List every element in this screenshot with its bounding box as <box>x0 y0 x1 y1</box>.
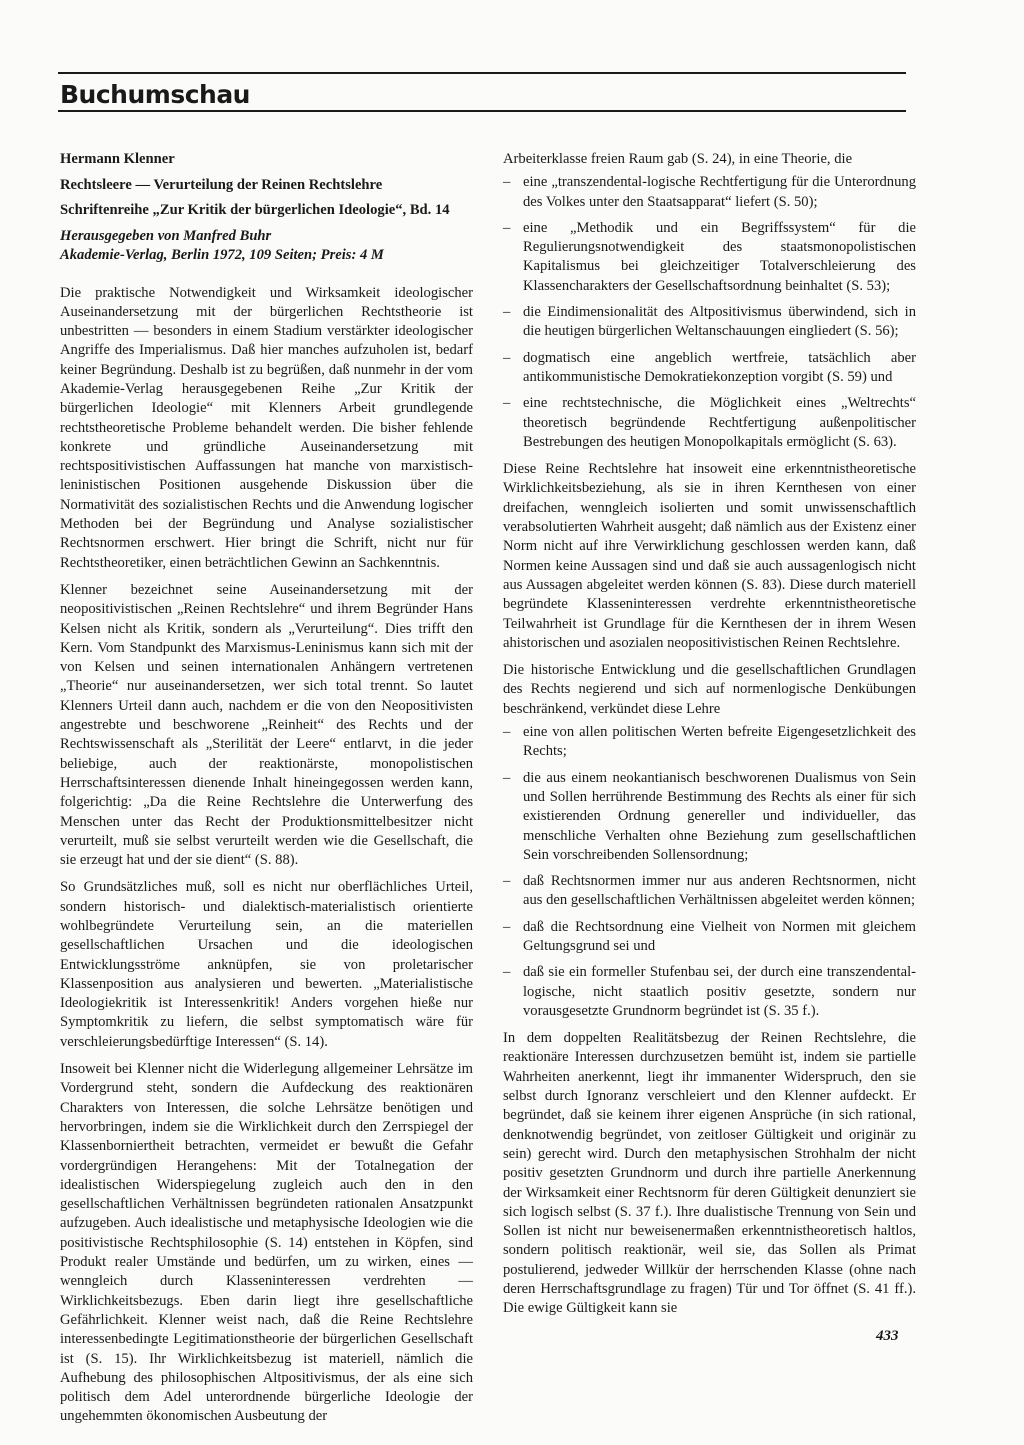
body-paragraph: In dem doppelten Realitätsbezug der Reinen Rechtslehre, die reaktionäre Interessen durchzusetzen bemüht ist, indem sie partielle Wahrheiten anerkennt, liegt ihr immanenter Widerspruch, den sie selbst durch Ignoranz verschleiert und den Klenner aufdeckt. Er begründet, daß sie keinem ihrer eigenen Ansprüche (in sich rational, denknotwendig begründet, von zeitloser Gültigkeit und originär zu sein) gerecht wird. Durch den metaphysischen Strohhalm der nicht positiv gesetzten Grundnorm und durch ihre partielle Anerkennung der Wirksamkeit einer Rechtsnorm für deren Gültigkeit denunziert sie sich logisch selbst (S. 37 f.). Ihre dualistische Trennung von Sein und Sollen ist nicht nur beweisenermaßen erkenntnistheoretisch haltlos, sondern politisch reaktionär, weil sie, das Sollen als Primat postulierend, jedweder Willkür der herrschenden Klasse (ohne nach deren Herrschaftsgrundlage zu fragen) Tür und Tor öffnet (S. 41 ff.). Die ewige Gültigkeit kann sie <box>503 1030 916 1317</box>
list-item: – daß Rechtsnormen immer nur aus anderen Rechtsnormen, nicht aus den gesellschaftlichen Verhältnissen abgeleitet werden können; <box>503 872 916 911</box>
body-paragraph: Klenner bezeichnet seine Auseinandersetzung mit der neopositivistischen „Reinen Rechtslehre“ und ihrem Begründer Hans Kelsen nicht als Kritik, sondern als „Verurteilung“. Dies trifft den Kern. Vom Standpunkt des Marxismus-Leninismus kann sich mit der von Kelsen und seinen internationalen Anhängern vertretenen „Theorie“ nur auseinandersetzen, wer sich total trennt. So lautet Klenners Urteil dann auch, nachdem er die von den Neopositivisten angestrebte und beschworene „Reinheit“ des Rechts und der Rechtswissenschaft als „Sterilität der Leere“ entlarvt, in die jeder beliebige, auch der reaktionärste, monopolistischen Herrschaftsinteressen dienende Inhalt hineingegossen werden kann, folgerichtig: „Da die Reine Rechtslehre die Unterwerfung des Menschen unter das Recht der Produktionsmittelbesitzer nicht verurteilt, muß sie selbst verurteilt werden wie die Gesellschaft, die sie erzeugt hat und der sie dient“ (S. 88). <box>60 581 473 869</box>
book-publisher: Akademie-Verlag, Berlin 1972, 109 Seiten; Preis: 4 M <box>60 247 384 263</box>
list-item: – eine rechtstechnische, die Möglichkeit eines „Weltrechts“ theoretisch begründende Rechtfertigung außenpolitischer Bestrebungen des heutigen Monopolkapitals ermöglicht (S. 63). <box>503 394 916 452</box>
body-paragraph: Insoweit bei Klenner nicht die Widerlegung allgemeiner Lehrsätze im Vordergrund steht, sondern die Aufdeckung des reaktionären Charakters von Interessen, die solche Lehrsätze benötigen und hervorbringen, indem sie die Wirklichkeit durch den Zerrspiegel der Klassenborniertheit betrachten, vermeidet er bewußt die Gefahr vordergründigen Herangehens: Mit der Totalnegation der idealistischen Widerspiegelung zugleich auch den in den gesellschaftlichen Verhältnissen begründeten rationalen Ansatzpunkt aufzugeben. Auch idealistische und metaphysische Ideologien wie die positivistische Rechtsphilosophie (S. 14) entstehen in Köpfen, sind Produkt realer Umstände und bedürfen, um zu wirken, eines — wenngleich durch Klasseninteressen verdrehten — Wirklichkeitsbezugs. Eben darin liegt ihre gesellschaftliche Gefährlichkeit. Klenner weist nach, daß die Reine Rechtslehre interessenbedingte Legitimationstheorie der bürgerlichen Gesellschaft ist (S. 15). Ihr Wirklichkeitsbezug ist materiell, nämlich die Aufhebung des philosophischen Altpositivismus, der als eine sich politisch dem Adel unterordnende bürgerliche Ideologie der ungehemmten ökonomischen Ausbeutung der <box>60 1061 473 1425</box>
list-item: – eine „transzendental-logische Rechtfertigung für die Unterordnung des Volkes unter den Staatsapparat“ liefert (S. 50); <box>503 173 916 212</box>
list-item: – daß die Rechtsordnung eine Vielheit von Normen mit gleichem Geltungsgrund sei und <box>503 918 916 957</box>
header-rule-bottom <box>58 110 906 112</box>
doctrine-list <box>503 723 916 1021</box>
body-paragraph: So Grundsätzliches muß, soll es nicht nur oberflächliches Urteil, sondern historisch- und dialektisch-materialistisch orientierte wohlbegründete Verurteilung sein, an die materiellen gesellschaftlichen Ursachen und die ideologischen Entwicklungsströme anknüpfen, sie von proletarischer Klassenposition aus analysieren und bewerten. „Materialistische Ideologiekritik ist Interessenkritik! Anders vorgehen hieße nur Symptomkritik zu liefern, die selbst symptomatisch wäre für verschleierungsbedürftige Interessen“ (S. 14). <box>60 879 473 1050</box>
theory-list <box>503 173 916 452</box>
left-column <box>60 150 473 1435</box>
book-editor: Herausgegeben von Manfred Buhr <box>60 227 272 244</box>
list-item: – eine „Methodik und ein Begriffssystem“ für die Regulierungsnotwendigkeit des staatsmonopolistischen Kapitalismus bei gleichzeitiger Totalverschleierung des Klassencharakters der Gesellschaftsordnung beinhaltet (S. 53); <box>503 219 916 296</box>
list-item: – daß sie ein formeller Stufenbau sei, der durch eine transzendental-logische, nicht staatlich positiv gesetzte, sondern nur vorausgesetzte Grundnorm begründet ist (S. 35 f.). <box>503 963 916 1021</box>
list-item: – die Eindimensionalität des Altpositivismus überwindend, sich in die heutigen bürgerlichen Weltanschauungen eingliedert (S. 56); <box>503 303 916 342</box>
body-paragraph: Arbeiterklasse freien Raum gab (S. 24), in eine Theorie, die <box>503 151 853 167</box>
body-paragraph: Die praktische Notwendigkeit und Wirksamkeit ideologischer Auseinandersetzung mit der bürgerlichen Rechtstheorie ist unbestritten — besonders in einem Stadium verstärkter ideologischer Angriffe des Imperialismus. Daß hier manches aufzuholen ist, bedarf keiner Begründung. Deshalb ist zu begrüßen, daß nunmehr in der vom Akademie-Verlag herausgegebenen Reihe „Zur Kritik der bürgerlichen Ideologie“ mit Klenners Arbeit grundlegende rechtstheoretische Probleme behandelt werden. Die bisher fehlende konkrete und gründliche Auseinandersetzung mit rechtspositivistischen Auffassungen hat manche von marxistisch-leninistischen Positionen ausgehende Diskussion über die Normativität des sozialistischen Rechts und die Anwendung logischer Methoden bei der Begründung und Analyse sozialistischer Rechtsnormen erschwert. Hier bringt die Schrift, nicht nur für Rechtstheoretiker, einen beträchtlichen Gewinn an Sachkenntnis. <box>60 284 473 571</box>
body-paragraph: Diese Reine Rechtslehre hat insoweit eine erkenntnistheoretische Wirklichkeitsbeziehung, als sie in ihren Kernthesen von einer dreifachen, wenngleich isolierten und somit unwissenschaftlich verabsolutierten Wahrheit ausgeht; daß nämlich aus der Existenz einer Norm nicht auf ihre Verwirklichung geschlossen werden kann, daß Normen keine Aussagen sind und daß sie auch aussagenlogisch nicht aus Aussagen abgeleitet werden können (S. 83). Diese durch materiell begründete Klasseninteressen verdrehte erkenntnistheoretische Teilwahrheit ist Grundlage für die Kernthesen der in ihrem Wesen ahistorischen und asozialen neopositivistischen Reinen Rechtslehre. <box>503 461 916 651</box>
list-item: – die aus einem neokantianisch beschworenen Dualismus von Sein und Sollen herrührende Bestimmung des Rechts als einer für sich existierenden Ordnung genereller und individueller, das menschliche Verhalten ohne Beziehung zum gesellschaftlichen Sein vorschreibenden Sollensordnung; <box>503 769 916 865</box>
book-series: Schriftenreihe „Zur Kritik der bürgerlichen Ideologie“, Bd. 14 <box>60 202 450 218</box>
list-item: – dogmatisch eine angeblich wertfreie, tatsächlich aber antikommunistische Demokratiekonzeption vorgibt (S. 59) und <box>503 349 916 388</box>
section-title: Buchumschau <box>60 80 250 109</box>
list-item: – eine von allen politischen Werten befreite Eigengesetzlichkeit des Rechts; <box>503 723 916 762</box>
bibliographic-entry <box>60 150 473 266</box>
right-column <box>503 150 916 1327</box>
book-title: Rechtsleere — Verurteilung der Reinen Rechtslehre <box>60 176 383 193</box>
page-number: 433 <box>876 1328 899 1344</box>
header-rule-top <box>58 72 906 74</box>
body-paragraph: Die historische Entwicklung und die gesellschaftlichen Grundlagen des Rechts negierend und sich auf normenlogische Denkübungen beschränkend, verkündet diese Lehre <box>503 662 916 717</box>
book-author: Hermann Klenner <box>60 151 175 167</box>
